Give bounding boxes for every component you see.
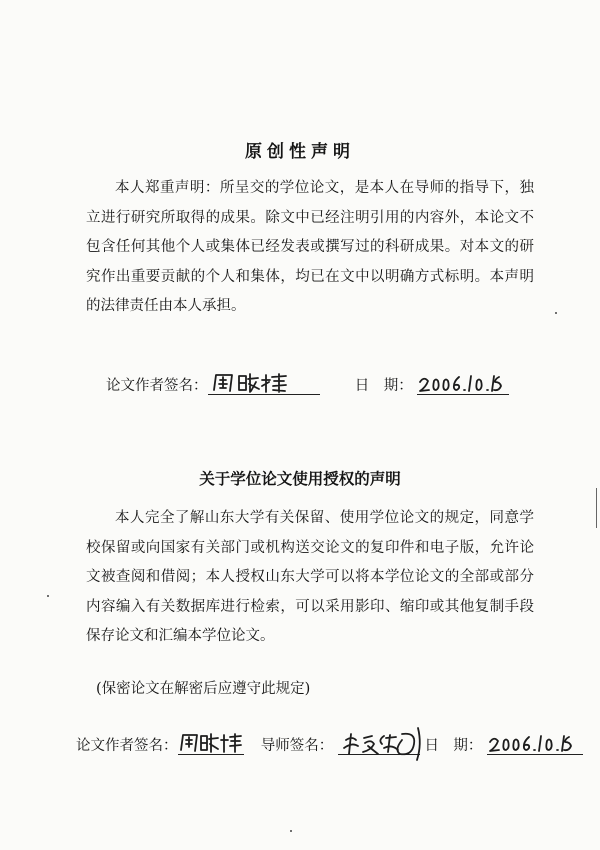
author-signature-handwriting [208,370,320,396]
author-signature-field-2 [178,730,244,755]
scan-speck [555,312,557,314]
scan-speck [290,830,292,832]
supervisor-signature-handwriting [338,730,420,760]
originality-signature-line [106,370,509,395]
date-field [417,370,509,395]
author-signature-field [208,370,320,395]
date-handwriting-2 [487,730,583,756]
author-signature-label-2: 论文作者签名： [76,738,178,754]
date-handwriting [417,370,509,396]
authorization-body: 本人完全了解山东大学有关保留、使用学位论文的规定，同意学校保留或向国家有关部门或机构送交论文的复印件和电子版，允许论文被查阅和借阅；本人授权山东大学可以将本学位论文的全部或部分内容编入有关数据库进行检索，可以采用影印、缩印或其他复制手段保存论文和汇编本学位论文。 [86,510,534,644]
date-field-2 [487,730,583,755]
authorization-title: 关于学位论文使用授权的声明 [199,469,401,488]
scan-speck [47,595,49,597]
date-label-2: 日 期： [424,738,483,754]
author-signature-handwriting-2 [178,730,244,756]
scan-edge-mark [596,488,597,528]
supervisor-signature-field [338,730,420,755]
date-label: 日 期： [354,378,413,394]
authorization-signature-line [76,730,583,755]
supervisor-signature-label: 导师签名： [260,738,334,754]
originality-title: 原创性声明 [245,142,355,162]
author-signature-label: 论文作者签名： [106,378,208,394]
confidential-note: (保密论文在解密后应遵守此规定) [96,681,311,697]
originality-body: 本人郑重声明：所呈交的学位论文，是本人在导师的指导下，独立进行研究所取得的成果。除文中已经注明引用的内容外，本论文不包含任何其他个人或集体已经发表或撰写过的科研成果。对本文的研究作出重要贡献的个人和集体，均已在文中以明确方式标明。本声明的法律责任由本人承担。 [86,180,534,314]
